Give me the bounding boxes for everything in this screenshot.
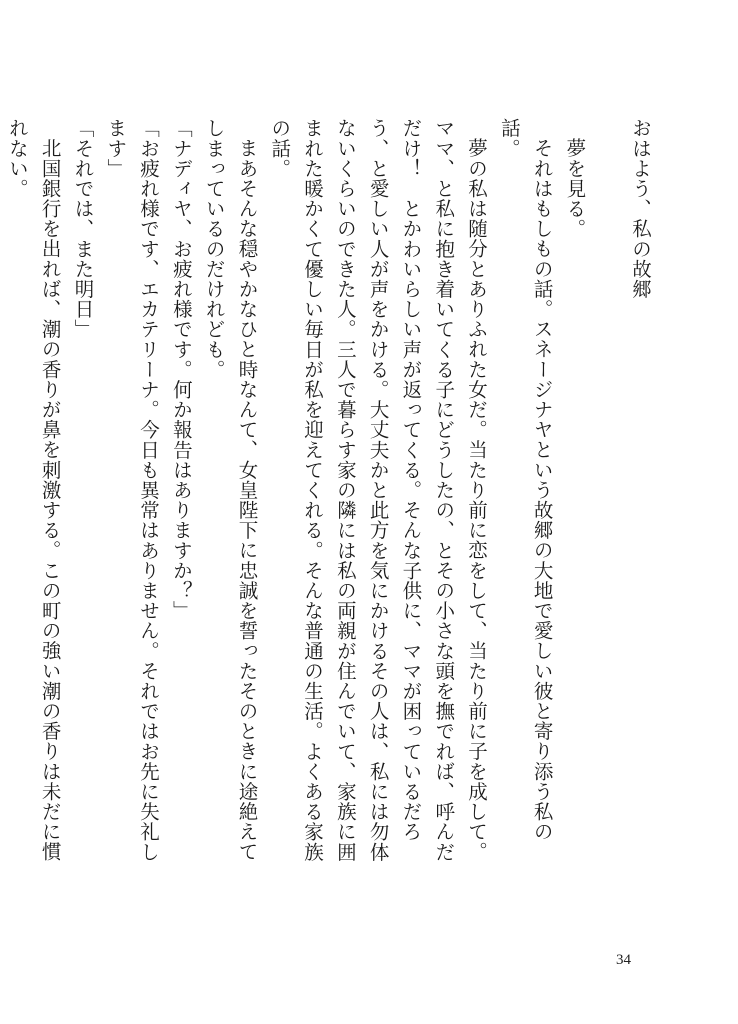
paragraph-what-if: それはもしもの話。スネージナヤという故郷の大地で愛しい彼と寄り添う私の話。 (497, 118, 554, 841)
paragraph-dream: 夢を見る。 (563, 137, 587, 238)
paragraph-ordinary-woman: 夢の私は随分とありふれた女だ。当たり前に恋をして、当たり前に子を成して。ママ、と私に抱き着いてくる子にどうしたの、とその小さな頭を撫でれば、呼んだだけ！ とかわいらしい声が返ってくる。そんな子供に、ママが困っているだろう、と愛しい人が声をかける。大丈夫かと此方を気にかけるその人は、私には勿体ないくらいのできた人。三人で暮らす家の隣には私の両親が住んでいて、家族に囲まれた暖かくて優しい毎日が私を迎えてくれる。そんな普通の生活。よくある家族の話。 (268, 118, 489, 862)
page-number: 34 (616, 952, 631, 968)
vertical-text-body (5, 118, 656, 878)
paragraph-sea-smell: 北国銀行を出れば、潮の香りが鼻を刺激する。この町の強い潮の香りは未だに慣れない。 (5, 118, 62, 862)
dialogue-report: 「ナディヤ、お疲れ様です。何か報告はありますか？」 (169, 118, 193, 621)
dialogue-reply: 「お疲れ様です、エカテリーナ。今日も異常はありません。それではお先に失礼します」 (104, 118, 161, 862)
chapter-title: おはよう、私の故郷 (629, 118, 652, 299)
paragraph-loyalty: まあそんな穏やかなひと時なんて、女皇陛下に忠誠を誓ったそのときに途絶えてしまっているのだけれども。 (202, 118, 259, 862)
dialogue-farewell: 「それでは、また明日」 (71, 118, 95, 340)
